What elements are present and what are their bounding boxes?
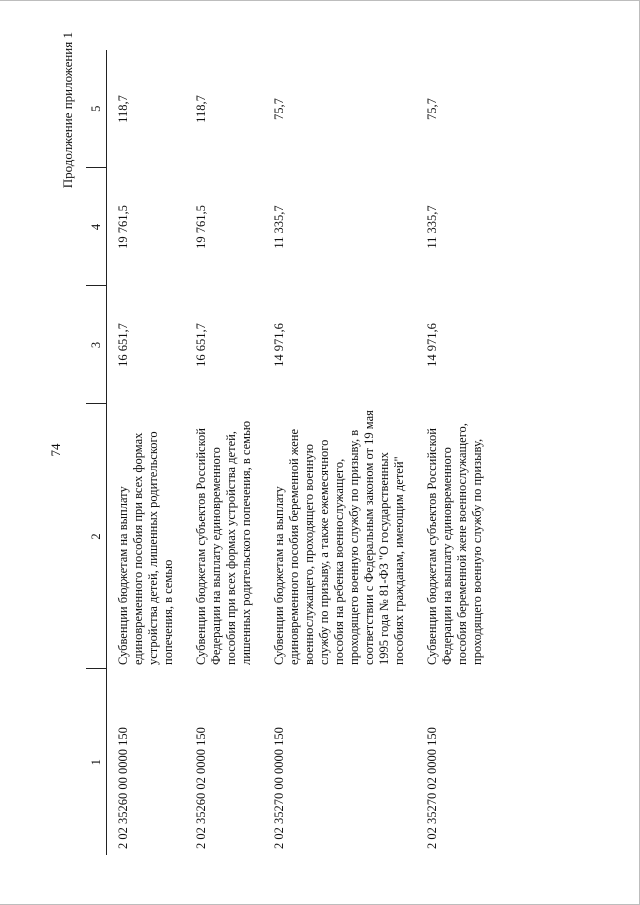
value-cell-col5: 118,7 [116,95,130,123]
page-number: 74 [48,443,63,457]
value-cell-col5: 75,7 [425,98,439,120]
column-header: 3 [86,286,107,404]
budget-table [86,50,494,855]
column-header: 1 [86,669,107,855]
value-cell-col4: 19 761,5 [116,205,130,249]
table-row [416,50,494,855]
table-row [185,50,263,855]
value-cell-col4: 11 335,7 [425,205,439,249]
value-cell-col3: 16 651,7 [194,323,208,367]
column-header: 2 [86,404,107,669]
description-cell: Субвенции бюджетам субъектов Российской Федерации на выплату единовременного пособия беременной жене военнослужащего, проходящего военную службу по призыву, [425,423,484,665]
budget-code-cell: 2 02 35260 00 0000 150 [116,727,130,849]
budget-code-cell: 2 02 35270 02 0000 150 [425,727,439,849]
value-cell-col4: 19 761,5 [194,205,208,249]
table-row [263,50,416,855]
description-cell: Субвенции бюджетам на выплату единовременного пособия при всех формах устройства детей, лишенных родительского попечения, в семью [116,431,175,665]
column-header: 5 [86,50,107,168]
description-cell: Субвенции бюджетам на выплату единовременного пособия беременной жене военнослужащего, проходящего военную службу по призыву, а также ежемесячного пособия на ребенка военнослужащего, проходящего военную службу по призыву, в соответствии с Федеральным законом от 19 мая 1995 года № 81-ФЗ "О государственных пособиях гражданам, имеющим детей" [272,410,406,665]
budget-code-cell: 2 02 35270 00 0000 150 [272,727,286,849]
table-header-row [86,50,107,855]
table-row [107,50,186,855]
appendix-continuation-label: Продолжение приложения 1 [60,32,75,189]
value-cell-col3: 14 971,6 [425,323,439,367]
value-cell-col5: 118,7 [194,95,208,123]
value-cell-col3: 16 651,7 [116,323,130,367]
column-header: 4 [86,168,107,286]
description-cell: Субвенции бюджетам субъектов Российской Федерации на выплату единовременного пособия при всех формах устройства детей, лишенных родительского попечения, в семью [194,420,253,665]
value-cell-col4: 11 335,7 [272,205,286,249]
value-cell-col3: 14 971,6 [272,323,286,367]
budget-code-cell: 2 02 35260 02 0000 150 [194,727,208,849]
value-cell-col5: 75,7 [272,98,286,120]
